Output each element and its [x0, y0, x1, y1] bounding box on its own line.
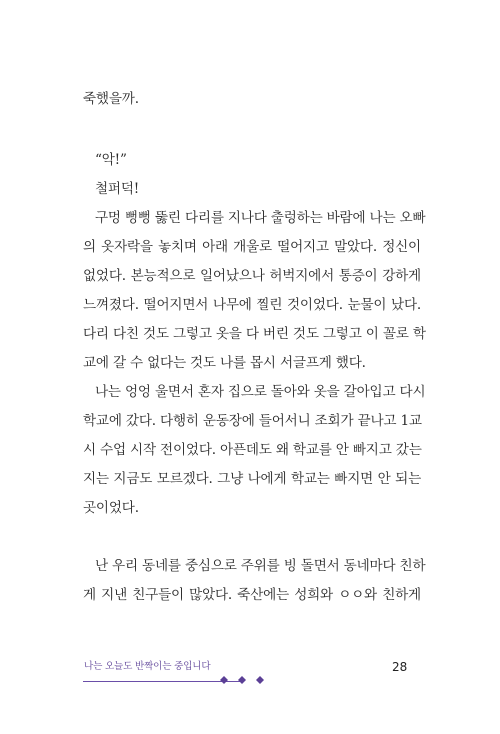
- body-line: 나는 엉엉 울면서 혼자 집으로 돌아와 옷을 갈아입고 다시: [95, 384, 426, 400]
- body-line: 느껴졌다. 떨어지면서 나무에 찔린 것이었다. 눈물이 났다.: [83, 297, 421, 313]
- running-footer-title: 나는 오늘도 반짝이는 중입니다: [84, 661, 211, 672]
- body-line: 게 지낸 친구들이 많았다. 죽산에는 성희와 ㅇㅇ와 친하게: [83, 587, 421, 603]
- body-line: 죽했을까.: [83, 91, 139, 107]
- body-line: 다리 다친 것도 그렇고 옷을 다 버린 것도 그렇고 이 꼴로 학: [83, 326, 426, 342]
- body-line: 난 우리 동네를 중심으로 주위를 빙 돌면서 동네마다 친하: [95, 558, 426, 574]
- diamond-icon: [220, 676, 228, 684]
- diamond-icon: [238, 676, 246, 684]
- body-line: 교에 갈 수 없다는 것도 나를 몹시 서글프게 했다.: [83, 355, 366, 371]
- body-line: 없었다. 본능적으로 일어났으나 허벅지에서 통증이 강하게: [83, 268, 421, 284]
- body-line: 시 수업 시작 전이었다. 아픈데도 왜 학교를 안 빠지고 갔는: [83, 442, 422, 458]
- body-line: 구멍 뻥뻥 뚫린 다리를 지나다 출렁하는 바람에 나는 오빠: [95, 210, 426, 226]
- body-line: 학교에 갔다. 다행히 운동장에 들어서니 조회가 끝나고 1교: [83, 413, 422, 429]
- footer-divider: [83, 681, 243, 682]
- body-line: 곳이었다.: [83, 500, 139, 516]
- body-line: “악!”: [95, 152, 127, 168]
- page-number: 28: [392, 660, 408, 674]
- diamond-icon: [256, 676, 264, 684]
- body-line: 지는 지금도 모르겠다. 그냥 나에게 학교는 빠지면 안 되는: [83, 471, 421, 487]
- footer-ornament: [220, 676, 264, 684]
- body-line: 철퍼덕!: [95, 181, 140, 197]
- body-line: 의 옷자락을 놓치며 아래 개울로 떨어지고 말았다. 정신이: [83, 239, 421, 255]
